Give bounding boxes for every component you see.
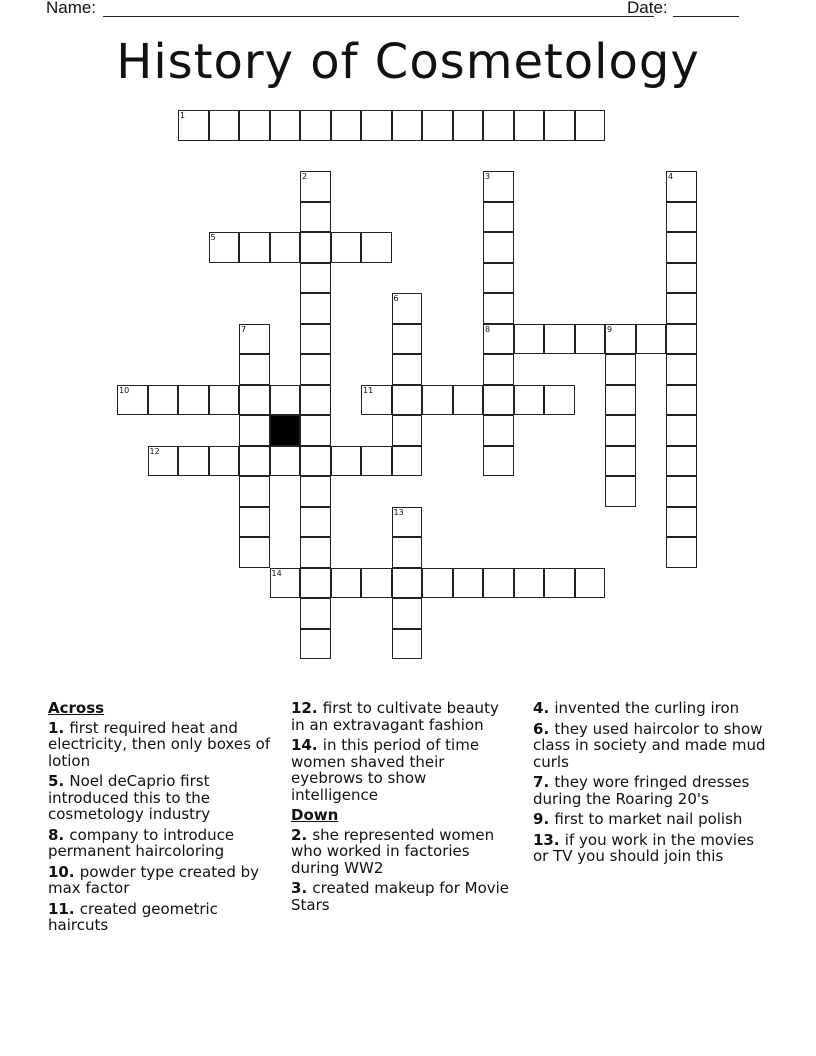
grid-cell[interactable] <box>605 415 636 446</box>
grid-cell[interactable] <box>453 385 484 416</box>
grid-cell[interactable] <box>392 385 423 416</box>
grid-cell[interactable] <box>514 324 545 355</box>
grid-cell[interactable] <box>300 354 331 385</box>
grid-number: 13 <box>393 507 404 517</box>
grid-cell[interactable] <box>270 385 301 416</box>
grid-cell[interactable] <box>575 568 606 599</box>
grid-number: 12 <box>149 446 160 456</box>
grid-cell[interactable] <box>239 476 270 507</box>
clue-number: 12 <box>291 699 312 717</box>
grid-cell[interactable] <box>483 354 514 385</box>
grid-number: 7 <box>241 324 247 334</box>
grid-cell[interactable] <box>331 110 362 141</box>
across-heading: Across <box>48 699 105 717</box>
grid-number: 14 <box>271 568 282 578</box>
grid-cell[interactable] <box>422 385 453 416</box>
grid-cell[interactable] <box>270 446 301 477</box>
clue-number: 13 <box>533 830 554 849</box>
grid-cell[interactable] <box>300 263 331 294</box>
grid-cell[interactable] <box>270 232 301 263</box>
grid-cell[interactable] <box>300 629 331 660</box>
grid-cell[interactable] <box>514 385 545 416</box>
grid-cell[interactable] <box>300 202 331 233</box>
grid-cell[interactable] <box>209 446 240 477</box>
clue-text: if you work in the movies or TV you should join this <box>533 830 755 865</box>
grid-cell[interactable] <box>666 507 697 538</box>
grid-cell[interactable] <box>666 202 697 233</box>
grid-cell[interactable] <box>483 293 514 324</box>
grid-cell[interactable] <box>239 354 270 385</box>
grid-cell[interactable] <box>239 507 270 538</box>
grid-cell[interactable] <box>331 232 362 263</box>
grid-cell[interactable] <box>392 415 423 446</box>
grid-cell[interactable] <box>422 568 453 599</box>
grid-cell[interactable] <box>392 446 423 477</box>
grid-cell[interactable] <box>300 324 331 355</box>
grid-cell[interactable] <box>239 232 270 263</box>
clue-number: 5 <box>48 772 59 790</box>
clues-column-3 <box>533 700 768 869</box>
clues-column-2 <box>291 700 516 917</box>
clue-across-12: 12. first to cultivate beauty in an extravagant fashion <box>291 699 499 734</box>
grid-cell[interactable] <box>605 354 636 385</box>
clue-down-9: 9. first to market nail polish <box>533 810 743 828</box>
grid-cell[interactable] <box>392 537 423 568</box>
clue-text: first to market nail polish <box>554 810 743 828</box>
grid-number: 11 <box>363 385 374 395</box>
grid-number: 5 <box>210 233 216 242</box>
grid-cell[interactable] <box>300 568 331 599</box>
grid-cell[interactable] <box>666 263 697 294</box>
grid-cell[interactable] <box>239 415 270 446</box>
grid-cell[interactable] <box>605 476 636 507</box>
clue-number: 7 <box>533 773 544 791</box>
grid-cell[interactable] <box>300 385 331 416</box>
grid-cell[interactable] <box>666 537 697 568</box>
grid-cell[interactable] <box>300 507 331 538</box>
grid-cell[interactable] <box>392 324 423 355</box>
grid-cell[interactable] <box>483 446 514 477</box>
grid-cell[interactable] <box>636 324 667 355</box>
grid-cell[interactable] <box>666 415 697 446</box>
grid-cell[interactable] <box>483 110 514 141</box>
clue-across-1: 1. first required heat and electricity, then only boxes of lotion <box>48 718 271 770</box>
clue-text: first required heat and electricity, then only boxes of lotion <box>48 718 271 770</box>
grid-cell[interactable] <box>361 446 392 477</box>
grid-number: 3 <box>485 172 491 181</box>
clue-text: first to cultivate beauty in an extravagant fashion <box>291 699 499 734</box>
grid-cell[interactable] <box>666 446 697 477</box>
grid-cell[interactable] <box>300 537 331 568</box>
grid-cell[interactable] <box>178 385 209 416</box>
grid-cell[interactable] <box>239 446 270 477</box>
grid-cell[interactable] <box>209 385 240 416</box>
grid-cell[interactable] <box>453 568 484 599</box>
grid-cell[interactable] <box>300 598 331 629</box>
grid-cell[interactable] <box>483 568 514 599</box>
clue-across-5: 5. Noel deCaprio first introduced this to the cosmetology industry <box>48 772 211 823</box>
grid-cell[interactable] <box>331 568 362 599</box>
grid-cell[interactable] <box>666 293 697 324</box>
clue-text: in this period of time women shaved their eyebrows to show intelligence <box>291 736 480 804</box>
clues-column-1 <box>48 700 273 938</box>
grid-cell[interactable] <box>483 232 514 263</box>
clue-text: created makeup for Movie Stars <box>291 879 510 914</box>
grid-number: 4 <box>668 172 674 181</box>
grid-cell[interactable] <box>239 110 270 141</box>
grid-cell[interactable] <box>300 476 331 507</box>
grid-cell[interactable] <box>392 598 423 629</box>
clue-number: 8 <box>48 825 59 844</box>
grid-cell[interactable] <box>605 385 636 416</box>
grid-cell[interactable] <box>575 324 606 355</box>
clue-number: 1 <box>48 718 59 737</box>
date-label: Date: <box>627 0 668 17</box>
grid-cell[interactable] <box>666 476 697 507</box>
grid-cell[interactable] <box>483 385 514 416</box>
name-label: Name: <box>46 0 97 17</box>
grid-cell[interactable] <box>514 568 545 599</box>
clue-text: they wore fringed dresses during the Roaring 20's <box>533 773 750 808</box>
clue-down-13: 13. if you work in the movies or TV you should join this <box>533 830 755 865</box>
grid-number: 1 <box>180 111 186 120</box>
clue-number: 9 <box>533 810 544 828</box>
grid-cell[interactable] <box>514 110 545 141</box>
grid-cell[interactable] <box>209 110 240 141</box>
grid-cell[interactable] <box>666 385 697 416</box>
grid-cell[interactable] <box>392 110 423 141</box>
grid-cell[interactable] <box>331 446 362 477</box>
clue-number: 10 <box>48 862 69 881</box>
clue-text: she represented women who worked in factories during WW2 <box>291 825 495 877</box>
grid-cell[interactable] <box>270 110 301 141</box>
clue-number: 3 <box>291 879 302 897</box>
grid-cell[interactable] <box>422 110 453 141</box>
clue-down-7: 7. they wore fringed dresses during the Roaring 20's <box>533 773 750 808</box>
clue-across-10: 10. powder type created by max factor <box>48 862 260 897</box>
grid-cell[interactable] <box>483 263 514 294</box>
grid-cell[interactable] <box>300 446 331 477</box>
grid-cell[interactable] <box>666 324 697 355</box>
grid-cell[interactable] <box>453 110 484 141</box>
grid-cell[interactable] <box>361 110 392 141</box>
page-title: History of Cosmetology <box>116 34 700 90</box>
grid-number: 8 <box>485 324 491 334</box>
clue-down-3: 3. created makeup for Movie Stars <box>291 879 510 914</box>
clue-text: Noel deCaprio first introduced this to the cosmetology industry <box>48 772 211 823</box>
clue-number: 6 <box>533 719 544 738</box>
clue-down-6: 6. they used haircolor to show class in society and made mud curls <box>533 719 766 771</box>
clue-number: 4 <box>533 699 544 717</box>
grid-cell[interactable] <box>544 110 575 141</box>
clue-number: 11 <box>48 899 69 918</box>
clue-down-2: 2. she represented women who worked in factories during WW2 <box>291 825 495 877</box>
grid-cell[interactable] <box>239 385 270 416</box>
down-heading: Down <box>291 806 339 824</box>
clue-across-14: 14. in this period of time women shaved their eyebrows to show intelligence <box>291 736 480 804</box>
grid-number: 6 <box>393 294 399 303</box>
grid-cell[interactable] <box>544 568 575 599</box>
grid-cell[interactable] <box>361 568 392 599</box>
grid-cell[interactable] <box>483 415 514 446</box>
clue-text: they used haircolor to show class in society and made mud curls <box>533 719 766 771</box>
grid-cell[interactable] <box>300 232 331 263</box>
grid-cell[interactable] <box>483 202 514 233</box>
grid-number: 2 <box>302 172 308 181</box>
black-square <box>270 415 301 446</box>
clue-number: 2 <box>291 825 302 844</box>
clue-number: 14 <box>291 736 312 754</box>
clue-down-4: 4. invented the curling iron <box>533 699 740 717</box>
clue-text: invented the curling iron <box>554 699 740 717</box>
grid-number: 9 <box>607 324 613 334</box>
grid-cell[interactable] <box>392 629 423 660</box>
clue-text: created geometric haircuts <box>48 899 218 934</box>
grid-cell[interactable] <box>300 293 331 324</box>
grid-cell[interactable] <box>300 110 331 141</box>
clue-across-11: 11. created geometric haircuts <box>48 899 218 934</box>
grid-cell[interactable] <box>544 324 575 355</box>
grid-cell[interactable] <box>392 354 423 385</box>
grid-cell[interactable] <box>666 232 697 263</box>
grid-cell[interactable] <box>666 354 697 385</box>
grid-cell[interactable] <box>392 568 423 599</box>
grid-cell[interactable] <box>178 446 209 477</box>
grid-number: 10 <box>119 385 130 395</box>
grid-cell[interactable] <box>239 537 270 568</box>
clue-text: company to introduce permanent haircoloring <box>48 825 235 860</box>
grid-cell[interactable] <box>300 415 331 446</box>
grid-cell[interactable] <box>361 232 392 263</box>
grid-cell[interactable] <box>575 110 606 141</box>
grid-cell[interactable] <box>605 446 636 477</box>
clue-text: powder type created by max factor <box>48 862 260 897</box>
clue-across-8: 8. company to introduce permanent haircoloring <box>48 825 235 860</box>
grid-cell[interactable] <box>148 385 179 416</box>
grid-cell[interactable] <box>544 385 575 416</box>
